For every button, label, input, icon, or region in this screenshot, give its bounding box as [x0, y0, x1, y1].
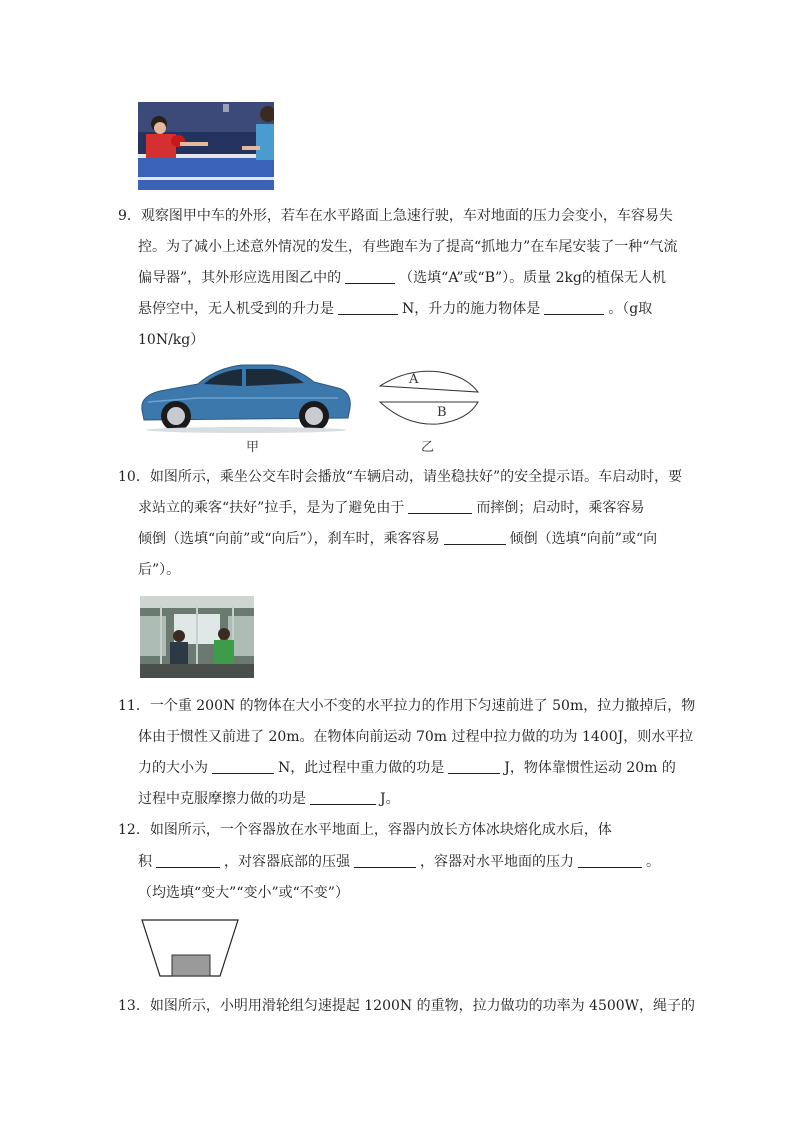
q9-text: 。（g取: [608, 301, 653, 317]
container-figure: [140, 916, 240, 980]
q10-text: 求站立的乘客“扶好”拉手，是为了避免由于: [138, 500, 405, 516]
q10-line-2: [138, 498, 644, 518]
label-a: A: [409, 372, 419, 387]
q11-line-1: 11．一个重 200N 的物体在大小不变的水平拉力的作用下匀速前进了 50m，拉力撤掉后，物: [118, 698, 696, 714]
q9-line-4: [138, 299, 652, 319]
q9-line-3: [138, 268, 666, 288]
q9-text: （选填“A”或“B”）。质量 2kg的植保无人机: [399, 270, 666, 286]
q10-line-3: [138, 529, 657, 549]
q10-text: 倾倒（选填“向前”或“向: [509, 531, 658, 547]
q10-blank-1[interactable]: [408, 499, 472, 514]
bus-interior-photo: [140, 596, 254, 678]
q12-text: 。: [646, 854, 660, 870]
q11-text: N，此过程中重力做的功是: [278, 760, 445, 776]
q13-line-1: 13．如图所示，小明用滑轮组匀速提起 1200N 的重物，拉力做功的功率为 4500W，绳子的: [118, 998, 696, 1014]
q11-line-4: [138, 789, 400, 809]
q9-blank-1[interactable]: [345, 269, 395, 284]
q9-text: 偏导器”，其外形应选用图乙中的: [138, 270, 342, 286]
q10-text: 而摔倒；启动时，乘客容易: [476, 500, 645, 516]
q10-line-4: 后”）。: [138, 562, 181, 578]
caption-yi: 乙: [421, 440, 435, 455]
q11-blank-3[interactable]: [310, 790, 376, 805]
q12-line-1: 12．如图所示，一个容器放在水平地面上，容器内放长方体冰块熔化成水后，体: [118, 822, 612, 838]
q12-text: ，对容器底部的压强: [224, 854, 350, 870]
q9-text: N，升力的施力物体是: [402, 301, 541, 317]
q11-text: J，物体靠惯性运动 20m 的: [504, 760, 676, 776]
table-tennis-photo: [138, 102, 274, 190]
q9-line-5: 10N/kg）: [138, 332, 205, 348]
q9-blank-2[interactable]: [338, 300, 398, 315]
q9-text: 悬停空中，无人机受到的升力是: [138, 301, 334, 317]
q12-blank-2[interactable]: [354, 853, 416, 868]
q12-blank-3[interactable]: [578, 853, 642, 868]
q12-blank-1[interactable]: [156, 853, 220, 868]
q11-text: 力的大小为: [138, 760, 208, 776]
q10-line-1: 10．如图所示，乘坐公交车时会播放“车辆启动，请坐稳扶好”的安全提示语。车启动时，要: [118, 469, 683, 485]
q12-text: 积: [138, 854, 152, 870]
caption-jia: 甲: [246, 440, 260, 455]
q12-line-3: （均选填“变大”“变小”或“不变”）: [138, 885, 349, 901]
q10-blank-2[interactable]: [444, 530, 506, 545]
q11-text: 过程中克服摩擦力做的功是: [138, 791, 306, 807]
q11-blank-1[interactable]: [212, 759, 274, 774]
q12-line-2: [138, 852, 660, 872]
deflector-figure: [378, 366, 482, 430]
label-b: B: [437, 405, 447, 420]
q9-line-1: 9．观察图甲中车的外形，若车在水平路面上急速行驶，车对地面的压力会变小，车容易失: [118, 208, 673, 224]
q9-blank-3[interactable]: [544, 300, 604, 315]
q11-line-2: 体由于惯性又前进了 20m。在物体向前运动 70m 过程中拉力做的功为 1400J，则水平拉: [138, 729, 694, 745]
q11-line-3: [138, 758, 676, 778]
q11-text: J。: [380, 791, 400, 807]
q9-line-2: 控。为了减小上述意外情况的发生，有些跑车为了提高“抓地力”在车尾安装了一种“气流: [138, 239, 678, 255]
q11-blank-2[interactable]: [448, 759, 500, 774]
car-figure: [138, 358, 354, 434]
q10-text: 倾倒（选填“向前”或“向后”），刹车时，乘客容易: [138, 531, 440, 547]
q12-text: ，容器对水平地面的压力: [420, 854, 574, 870]
